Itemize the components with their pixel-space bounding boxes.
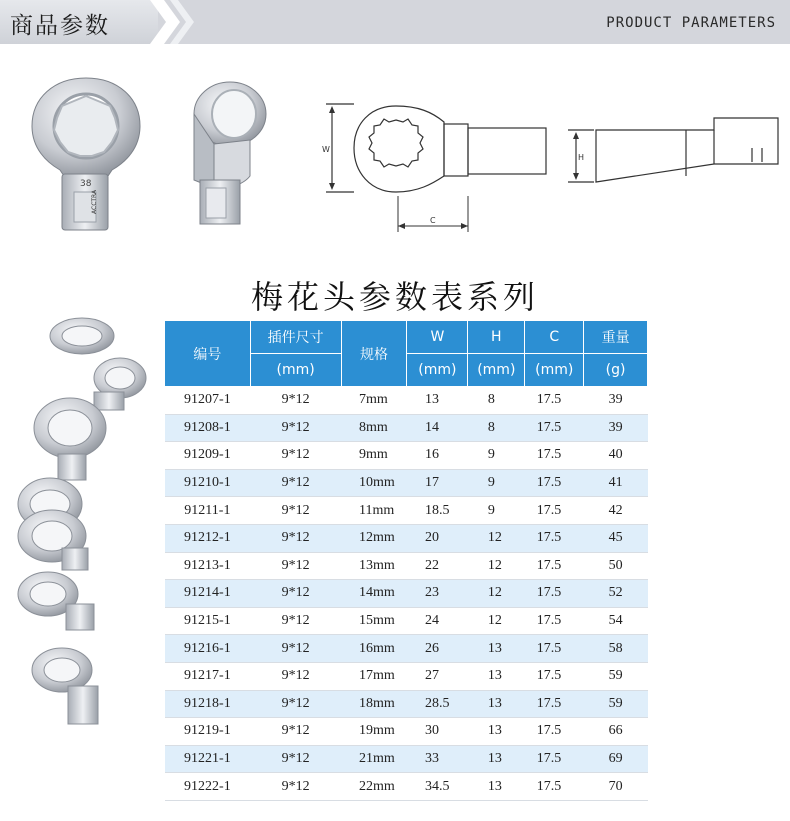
cell-weight: 45 [584,524,648,552]
cell-weight: 40 [584,442,648,470]
cell-spec: 14mm [341,580,407,608]
cell-spec: 7mm [341,387,407,415]
cell-w: 16 [407,442,468,470]
header-title-block [0,0,158,44]
cell-spec: 8mm [341,414,407,442]
cell-spec: 12mm [341,524,407,552]
cell-h: 12 [468,524,525,552]
cell-insert-size: 9*12 [250,580,341,608]
column-unit-c: (mm) [525,354,584,387]
cell-spec: 16mm [341,635,407,663]
cell-weight: 41 [584,469,648,497]
cell-weight: 66 [584,718,648,746]
page-title: 商品参数 [10,13,110,39]
section-title: 梅花头参数表系列 [250,278,539,316]
cell-w: 13 [407,387,468,415]
column-header-insert-size: 插件尺寸 [250,321,341,354]
product-photo-front [28,74,144,234]
cell-part-number: 91210-1 [165,469,251,497]
table-row [165,690,648,718]
table-row [165,607,648,635]
cell-c: 17.5 [525,690,584,718]
chevron-right-icon [170,0,200,44]
table-row [165,580,648,608]
cell-w: 28.5 [407,690,468,718]
cell-w: 20 [407,524,468,552]
cell-insert-size: 9*12 [250,524,341,552]
cell-h: 13 [468,773,525,801]
cell-c: 17.5 [525,635,584,663]
column-header-weight: 重量 [584,321,648,354]
cell-part-number: 91214-1 [165,580,251,608]
cell-spec: 15mm [341,607,407,635]
header-bar [0,0,790,44]
brand-engraving: ACCTRA [91,189,98,214]
insert-neck [444,124,468,176]
cell-insert-size: 9*12 [250,718,341,746]
cell-c: 17.5 [525,718,584,746]
cell-insert-size: 9*12 [250,773,341,801]
column-header-c: C [525,321,584,354]
cell-h: 13 [468,718,525,746]
cell-insert-size: 9*12 [250,607,341,635]
cell-c: 17.5 [525,469,584,497]
cell-insert-size: 9*12 [250,662,341,690]
cell-spec: 21mm [341,745,407,773]
cell-weight: 39 [584,414,648,442]
table-row [165,524,648,552]
dimension-label-w: W [322,145,330,154]
column-header-h: H [468,321,525,354]
cell-spec: 11mm [341,497,407,525]
table-row [165,662,648,690]
cell-h: 13 [468,662,525,690]
cell-weight: 54 [584,607,648,635]
cell-w: 22 [407,552,468,580]
cell-spec: 9mm [341,442,407,470]
table-body [165,387,648,801]
cell-h: 13 [468,690,525,718]
cell-weight: 58 [584,635,648,663]
cell-insert-size: 9*12 [250,497,341,525]
cell-part-number: 91212-1 [165,524,251,552]
cell-part-number: 91218-1 [165,690,251,718]
table-row [165,414,648,442]
twelve-point-opening [369,119,423,167]
cell-part-number: 91215-1 [165,607,251,635]
cell-h: 13 [468,745,525,773]
cell-part-number: 91213-1 [165,552,251,580]
cell-w: 30 [407,718,468,746]
cell-w: 34.5 [407,773,468,801]
table-row [165,387,648,415]
cell-part-number: 91222-1 [165,773,251,801]
column-header-part-number: 编号 [165,321,251,387]
technical-drawing-side [566,104,784,194]
table-row [165,773,648,801]
table-row [165,497,648,525]
cell-h: 8 [468,387,525,415]
cell-weight: 69 [584,745,648,773]
cell-weight: 59 [584,690,648,718]
dimension-label-c: C [430,216,436,225]
page-subtitle: PRODUCT PARAMETERS [606,15,776,31]
table-header-row [165,321,648,354]
column-unit-h: (mm) [468,354,525,387]
cell-c: 17.5 [525,552,584,580]
cell-insert-size: 9*12 [250,469,341,497]
table-row [165,442,648,470]
cell-c: 17.5 [525,773,584,801]
cell-h: 12 [468,607,525,635]
cell-part-number: 91211-1 [165,497,251,525]
cell-w: 18.5 [407,497,468,525]
square-drive [468,128,546,174]
cell-spec: 17mm [341,662,407,690]
technical-drawing-front [308,100,558,236]
cell-spec: 22mm [341,773,407,801]
cell-c: 17.5 [525,497,584,525]
cell-c: 17.5 [525,524,584,552]
column-header-spec: 规格 [341,321,407,387]
cell-w: 27 [407,662,468,690]
cell-weight: 50 [584,552,648,580]
cell-w: 24 [407,607,468,635]
cell-part-number: 91207-1 [165,387,251,415]
cell-weight: 39 [584,387,648,415]
cell-insert-size: 9*12 [250,690,341,718]
cell-h: 9 [468,497,525,525]
cell-spec: 13mm [341,552,407,580]
size-engraving: 38 [80,179,92,189]
cell-h: 8 [468,414,525,442]
column-header-w: W [407,321,468,354]
cell-h: 12 [468,580,525,608]
cell-weight: 59 [584,662,648,690]
cell-c: 17.5 [525,414,584,442]
cell-spec: 19mm [341,718,407,746]
cell-part-number: 91221-1 [165,745,251,773]
cell-part-number: 91216-1 [165,635,251,663]
cell-c: 17.5 [525,580,584,608]
column-unit-insert-size: (mm) [250,354,341,387]
cell-w: 14 [407,414,468,442]
cell-insert-size: 9*12 [250,414,341,442]
table-row [165,718,648,746]
cell-w: 26 [407,635,468,663]
cell-h: 13 [468,635,525,663]
cell-weight: 42 [584,497,648,525]
cell-h: 9 [468,469,525,497]
cell-part-number: 91217-1 [165,662,251,690]
ring-outline [354,106,444,192]
cell-w: 23 [407,580,468,608]
cell-h: 9 [468,442,525,470]
cell-insert-size: 9*12 [250,745,341,773]
cell-w: 17 [407,469,468,497]
cell-spec: 10mm [341,469,407,497]
dimension-label-h: H [578,153,585,162]
cell-insert-size: 9*12 [250,387,341,415]
cell-part-number: 91219-1 [165,718,251,746]
cell-w: 33 [407,745,468,773]
cell-c: 17.5 [525,662,584,690]
cell-c: 17.5 [525,745,584,773]
cell-weight: 52 [584,580,648,608]
table-row [165,552,648,580]
cell-c: 17.5 [525,607,584,635]
side-profile [596,118,778,182]
cell-part-number: 91208-1 [165,414,251,442]
cell-weight: 70 [584,773,648,801]
column-unit-w: (mm) [407,354,468,387]
table-row [165,745,648,773]
cell-insert-size: 9*12 [250,442,341,470]
cell-part-number: 91209-1 [165,442,251,470]
parameter-table [164,320,648,801]
product-photo-side [184,80,270,230]
table-row [165,469,648,497]
cell-c: 17.5 [525,387,584,415]
cell-insert-size: 9*12 [250,635,341,663]
cell-h: 12 [468,552,525,580]
column-unit-weight: (g) [584,354,648,387]
cell-c: 17.5 [525,442,584,470]
table-row [165,635,648,663]
cell-insert-size: 9*12 [250,552,341,580]
cell-spec: 18mm [341,690,407,718]
product-lineup-photo [6,308,156,748]
